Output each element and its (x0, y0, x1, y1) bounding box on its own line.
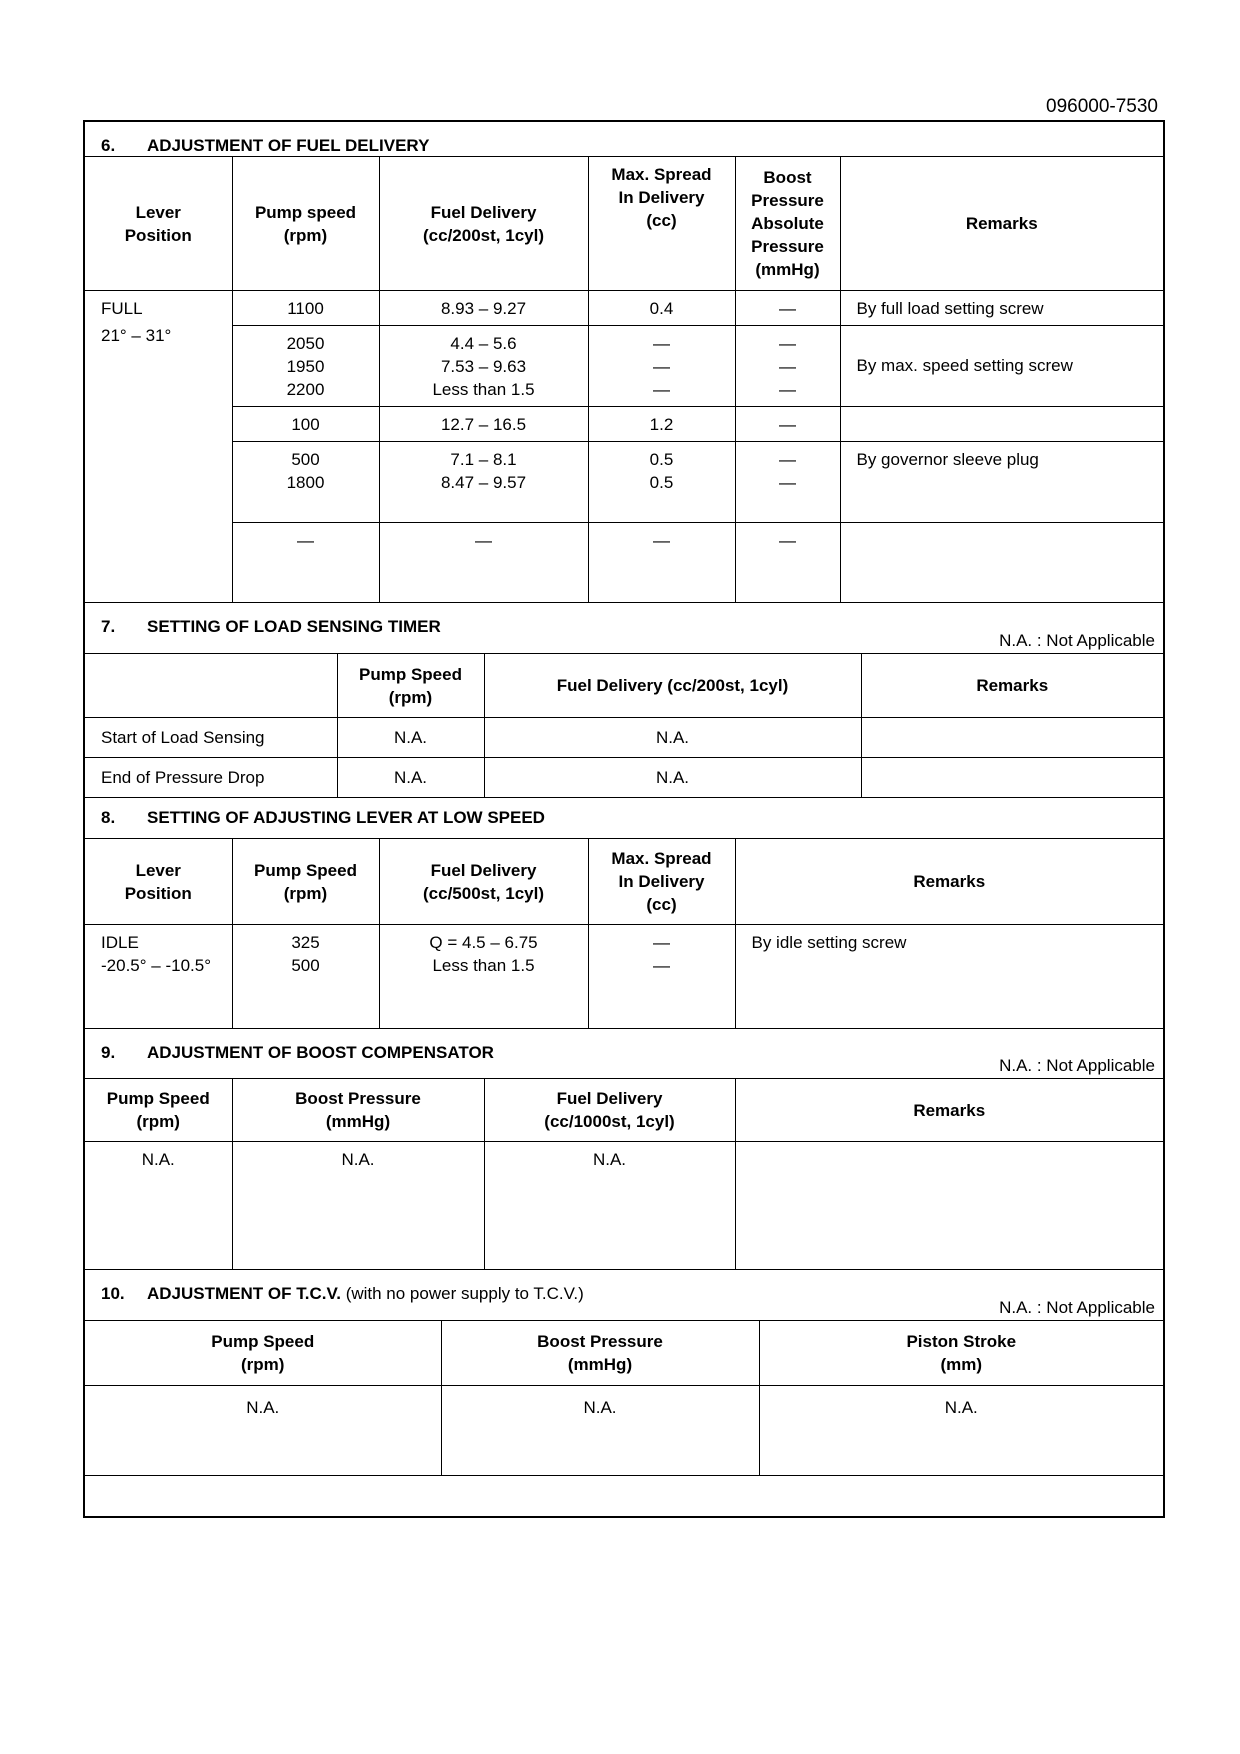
section-9-table (85, 1029, 1163, 1270)
section-6-table (85, 122, 1163, 603)
header-fuel-delivery: Fuel Delivery (cc/500st, 1cyl) (379, 839, 588, 925)
document-number: 096000-7530 (1046, 96, 1158, 117)
header-remarks: Remarks (861, 654, 1163, 718)
table-row: IDLE -20.5° – -10.5° 325 500 Q = 4.5 – 6.75 Less than 1.5 — — By idle setting screw (85, 925, 1163, 1029)
header-max-spread: Max. Spread In Delivery (cc) (588, 839, 735, 925)
section-9-title: 9. ADJUSTMENT OF BOOST COMPENSATOR N.A. : Not Applicable (101, 1043, 1155, 1075)
header-remarks: Remarks (735, 1079, 1163, 1142)
header-pump-speed: Pump Speed (rpm) (85, 1321, 441, 1386)
table-row: Start of Load Sensing N.A. N.A. (85, 718, 1163, 758)
header-fuel-delivery: Fuel Delivery (cc/1000st, 1cyl) (484, 1079, 735, 1142)
header-boost-pressure: Boost Pressure (mmHg) (441, 1321, 759, 1386)
header-lever-position: Lever Position (85, 839, 232, 925)
section-10-header-row (85, 1321, 1163, 1386)
blank-footer-row (85, 1476, 1163, 1516)
header-max-spread: Max. Spread In Delivery (cc) (588, 157, 735, 291)
header-pump-speed: Pump Speed (rpm) (232, 839, 379, 925)
header-boost-pressure: Boost Pressure Absolute Pressure (mmHg) (735, 157, 840, 291)
section-9-header-row (85, 1079, 1163, 1142)
header-pump-speed: Pump Speed (rpm) (337, 654, 484, 718)
section-8-title: 8. SETTING OF ADJUSTING LEVER AT LOW SPEED (101, 808, 545, 827)
section-10-title: 10. ADJUSTMENT OF T.C.V. (with no power supply to T.C.V.) N.A. : Not Applicable (101, 1284, 1155, 1317)
section-8-header-row (85, 839, 1163, 925)
section-10-table (85, 1270, 1163, 1516)
table-row: FULL 21° – 31° 1100 8.93 – 9.27 0.4 — By full load setting screw (85, 291, 1163, 326)
section-7-title: 7. SETTING OF LOAD SENSING TIMER N.A. : Not Applicable (101, 617, 1155, 650)
table-row: N.A. N.A. N.A. (85, 1142, 1163, 1270)
header-fuel-delivery: Fuel Delivery (cc/200st, 1cyl) (379, 157, 588, 291)
section-7-header-row (85, 654, 1163, 718)
header-piston-stroke: Piston Stroke (mm) (759, 1321, 1163, 1386)
header-remarks: Remarks (735, 839, 1163, 925)
table-row: 2050 1950 2200 4.4 – 5.6 7.53 – 9.63 Less than 1.5 — — — — — — By max. speed setting screw (85, 326, 1163, 407)
lever-position-cell: FULL 21° – 31° (85, 291, 232, 603)
header-fuel-delivery: Fuel Delivery (cc/200st, 1cyl) (484, 654, 861, 718)
not-applicable-note: N.A. : Not Applicable (999, 631, 1155, 650)
header-lever-position: Lever Position (85, 157, 232, 291)
section-6-header-row (85, 157, 1163, 291)
table-row: 100 12.7 – 16.5 1.2 — (85, 407, 1163, 442)
not-applicable-note: N.A. : Not Applicable (999, 1056, 1155, 1075)
specification-sheet (83, 120, 1165, 1518)
table-row: — — — — (85, 523, 1163, 603)
section-7-table (85, 603, 1163, 798)
table-row: 500 1800 7.1 – 8.1 8.47 – 9.57 0.5 0.5 — — By governor sleeve plug (85, 442, 1163, 523)
header-pump-speed: Pump Speed (rpm) (85, 1079, 232, 1142)
section-6-title: 6. ADJUSTMENT OF FUEL DELIVERY (101, 136, 430, 155)
header-pump-speed: Pump speed (rpm) (232, 157, 379, 291)
header-boost-pressure: Boost Pressure (mmHg) (232, 1079, 484, 1142)
table-row: End of Pressure Drop N.A. N.A. (85, 758, 1163, 798)
table-row: N.A. N.A. N.A. (85, 1386, 1163, 1476)
header-empty (85, 654, 337, 718)
not-applicable-note: N.A. : Not Applicable (999, 1298, 1155, 1317)
header-remarks: Remarks (840, 157, 1163, 291)
section-8-table (85, 798, 1163, 1029)
